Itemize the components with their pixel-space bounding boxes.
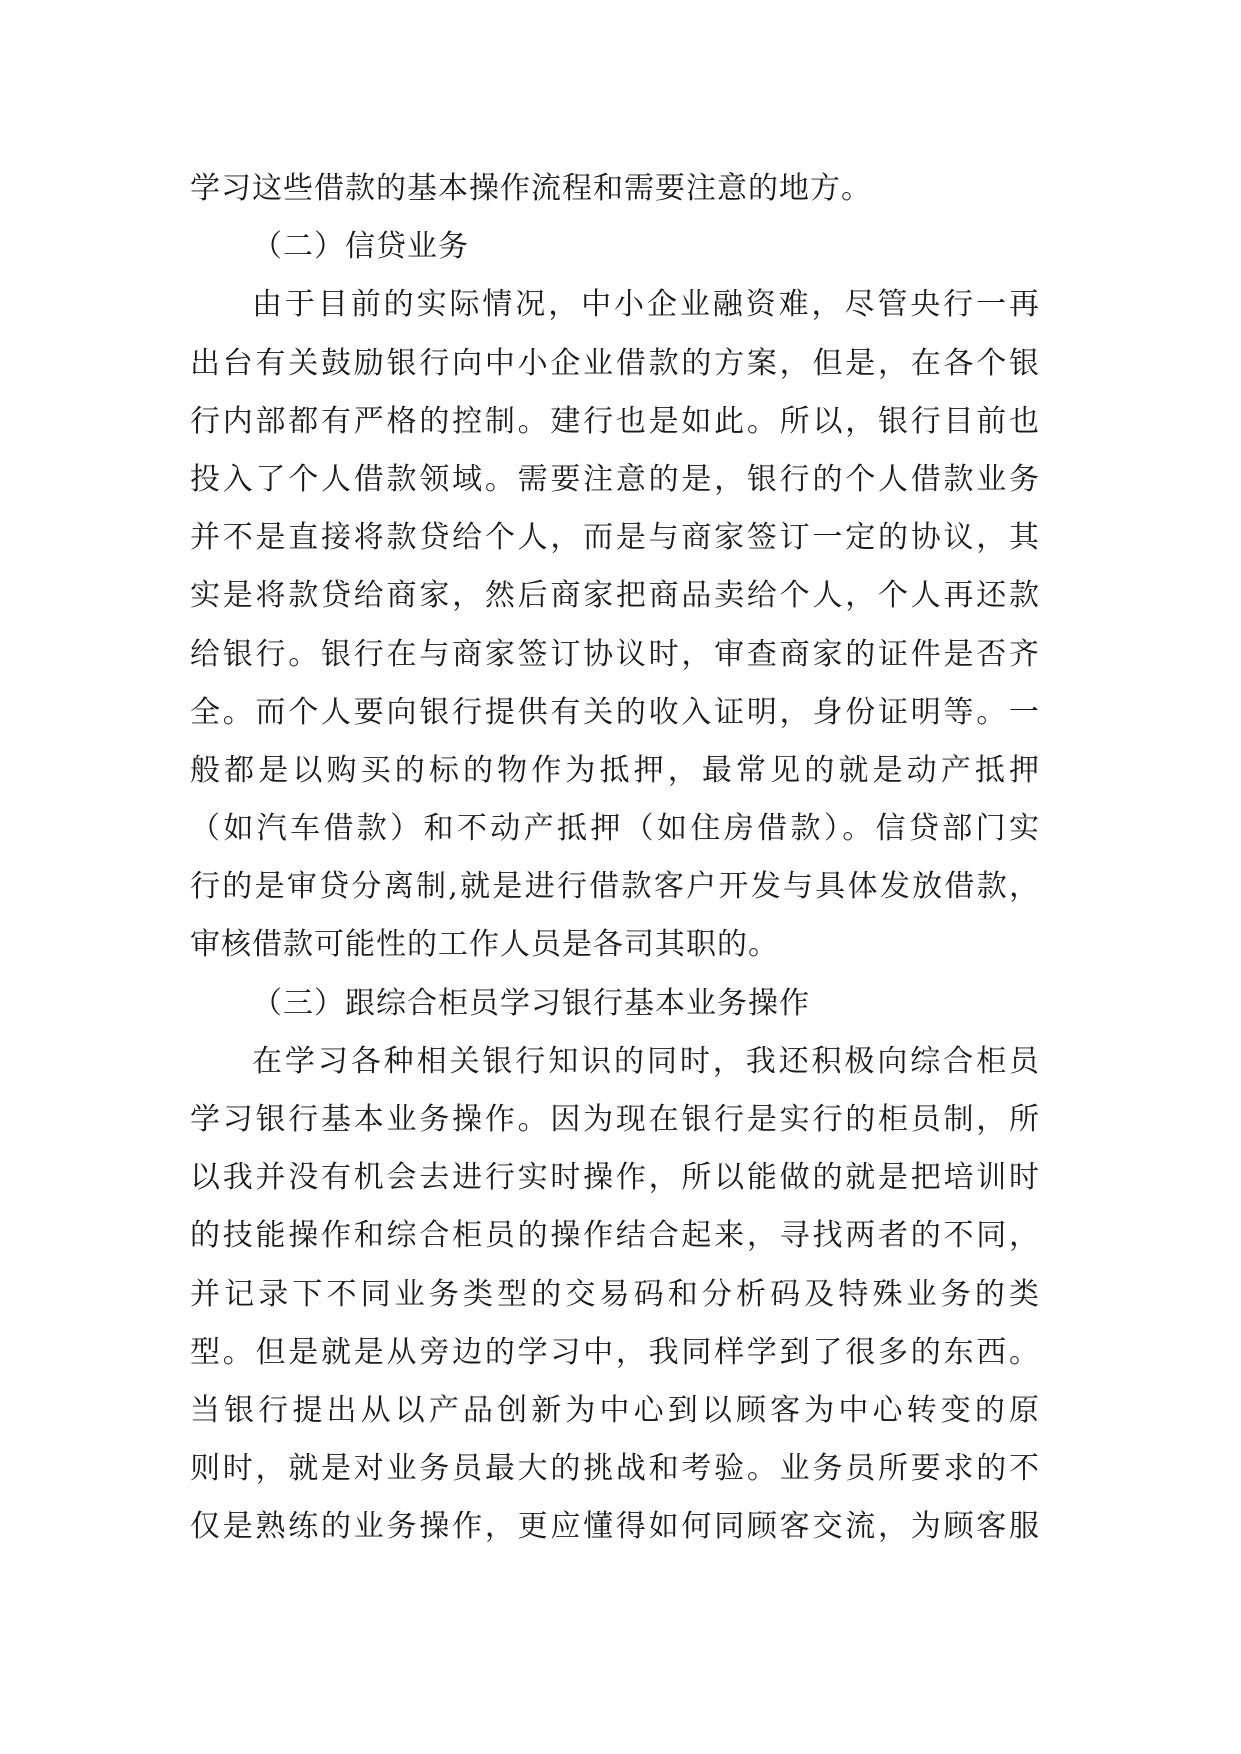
paragraph-line: 的技能操作和综合柜员的操作结合起来，寻找两者的不同， [190,1218,1040,1254]
paragraph-line: 并不是直接将款贷给个人，而是与商家签订一定的协议，其 [190,520,1040,556]
paragraph-line: 出台有关鼓励银行向中小企业借款的方案，但是，在各个银 [190,345,1040,381]
paragraph-line: 并记录下不同业务类型的交易码和分析码及特殊业务的类 [190,1276,1040,1312]
paragraph-last-line: 学习这些借款的基本操作流程和需要注意的地方。 [190,171,872,206]
paragraph-first-line: 由于目前的实际情况，中小企业融资难，尽管央行一再 [252,287,1040,323]
section-heading: （三）跟综合柜员学习银行基本业务操作 [252,985,810,1021]
paragraph-line: 投入了个人借款领域。需要注意的是，银行的个人借款业务 [190,461,1040,497]
paragraph-first-line: 在学习各种相关银行知识的同时，我还积极向综合柜员 [252,1043,1040,1079]
paragraph-line: 当银行提出从以产品创新为中心到以顾客为中心转变的原 [190,1392,1040,1428]
section-heading: （二）信贷业务 [252,229,469,265]
document-body [190,160,1040,1557]
paragraph-line: 全。而个人要向银行提供有关的收入证明，身份证明等。一 [190,694,1040,730]
paragraph-line: 行的是审贷分离制,就是进行借款客户开发与具体发放借款， [190,869,1040,905]
paragraph-line: 型。但是就是从旁边的学习中，我同样学到了很多的东西。 [190,1334,1040,1370]
paragraph-line: 学习银行基本业务操作。因为现在银行是实行的柜员制，所 [190,1102,1040,1137]
paragraph-line: （如汽车借款）和不动产抵押（如住房借款）。信贷部门实 [190,811,1040,847]
paragraph-line: 以我并没有机会去进行实时操作，所以能做的就是把培训时 [190,1160,1040,1196]
paragraph-line: 实是将款贷给商家，然后商家把商品卖给个人，个人再还款 [190,578,1040,614]
paragraph-line: 则时，就是对业务员最大的挑战和考验。业务员所要求的不 [190,1451,1040,1487]
paragraph-line: 给银行。银行在与商家签订协议时，审查商家的证件是否齐 [190,636,1040,672]
paragraph-line: 般都是以购买的标的物作为抵押，最常见的就是动产抵押 [190,752,1040,788]
paragraph-line: 行内部都有严格的控制。建行也是如此。所以，银行目前也 [190,403,1040,439]
paragraph-last-line: 审核借款可能性的工作人员是各司其职的。 [190,927,779,963]
paragraph-line: 仅是熟练的业务操作，更应懂得如何同顾客交流，为顾客服 [190,1509,1040,1545]
